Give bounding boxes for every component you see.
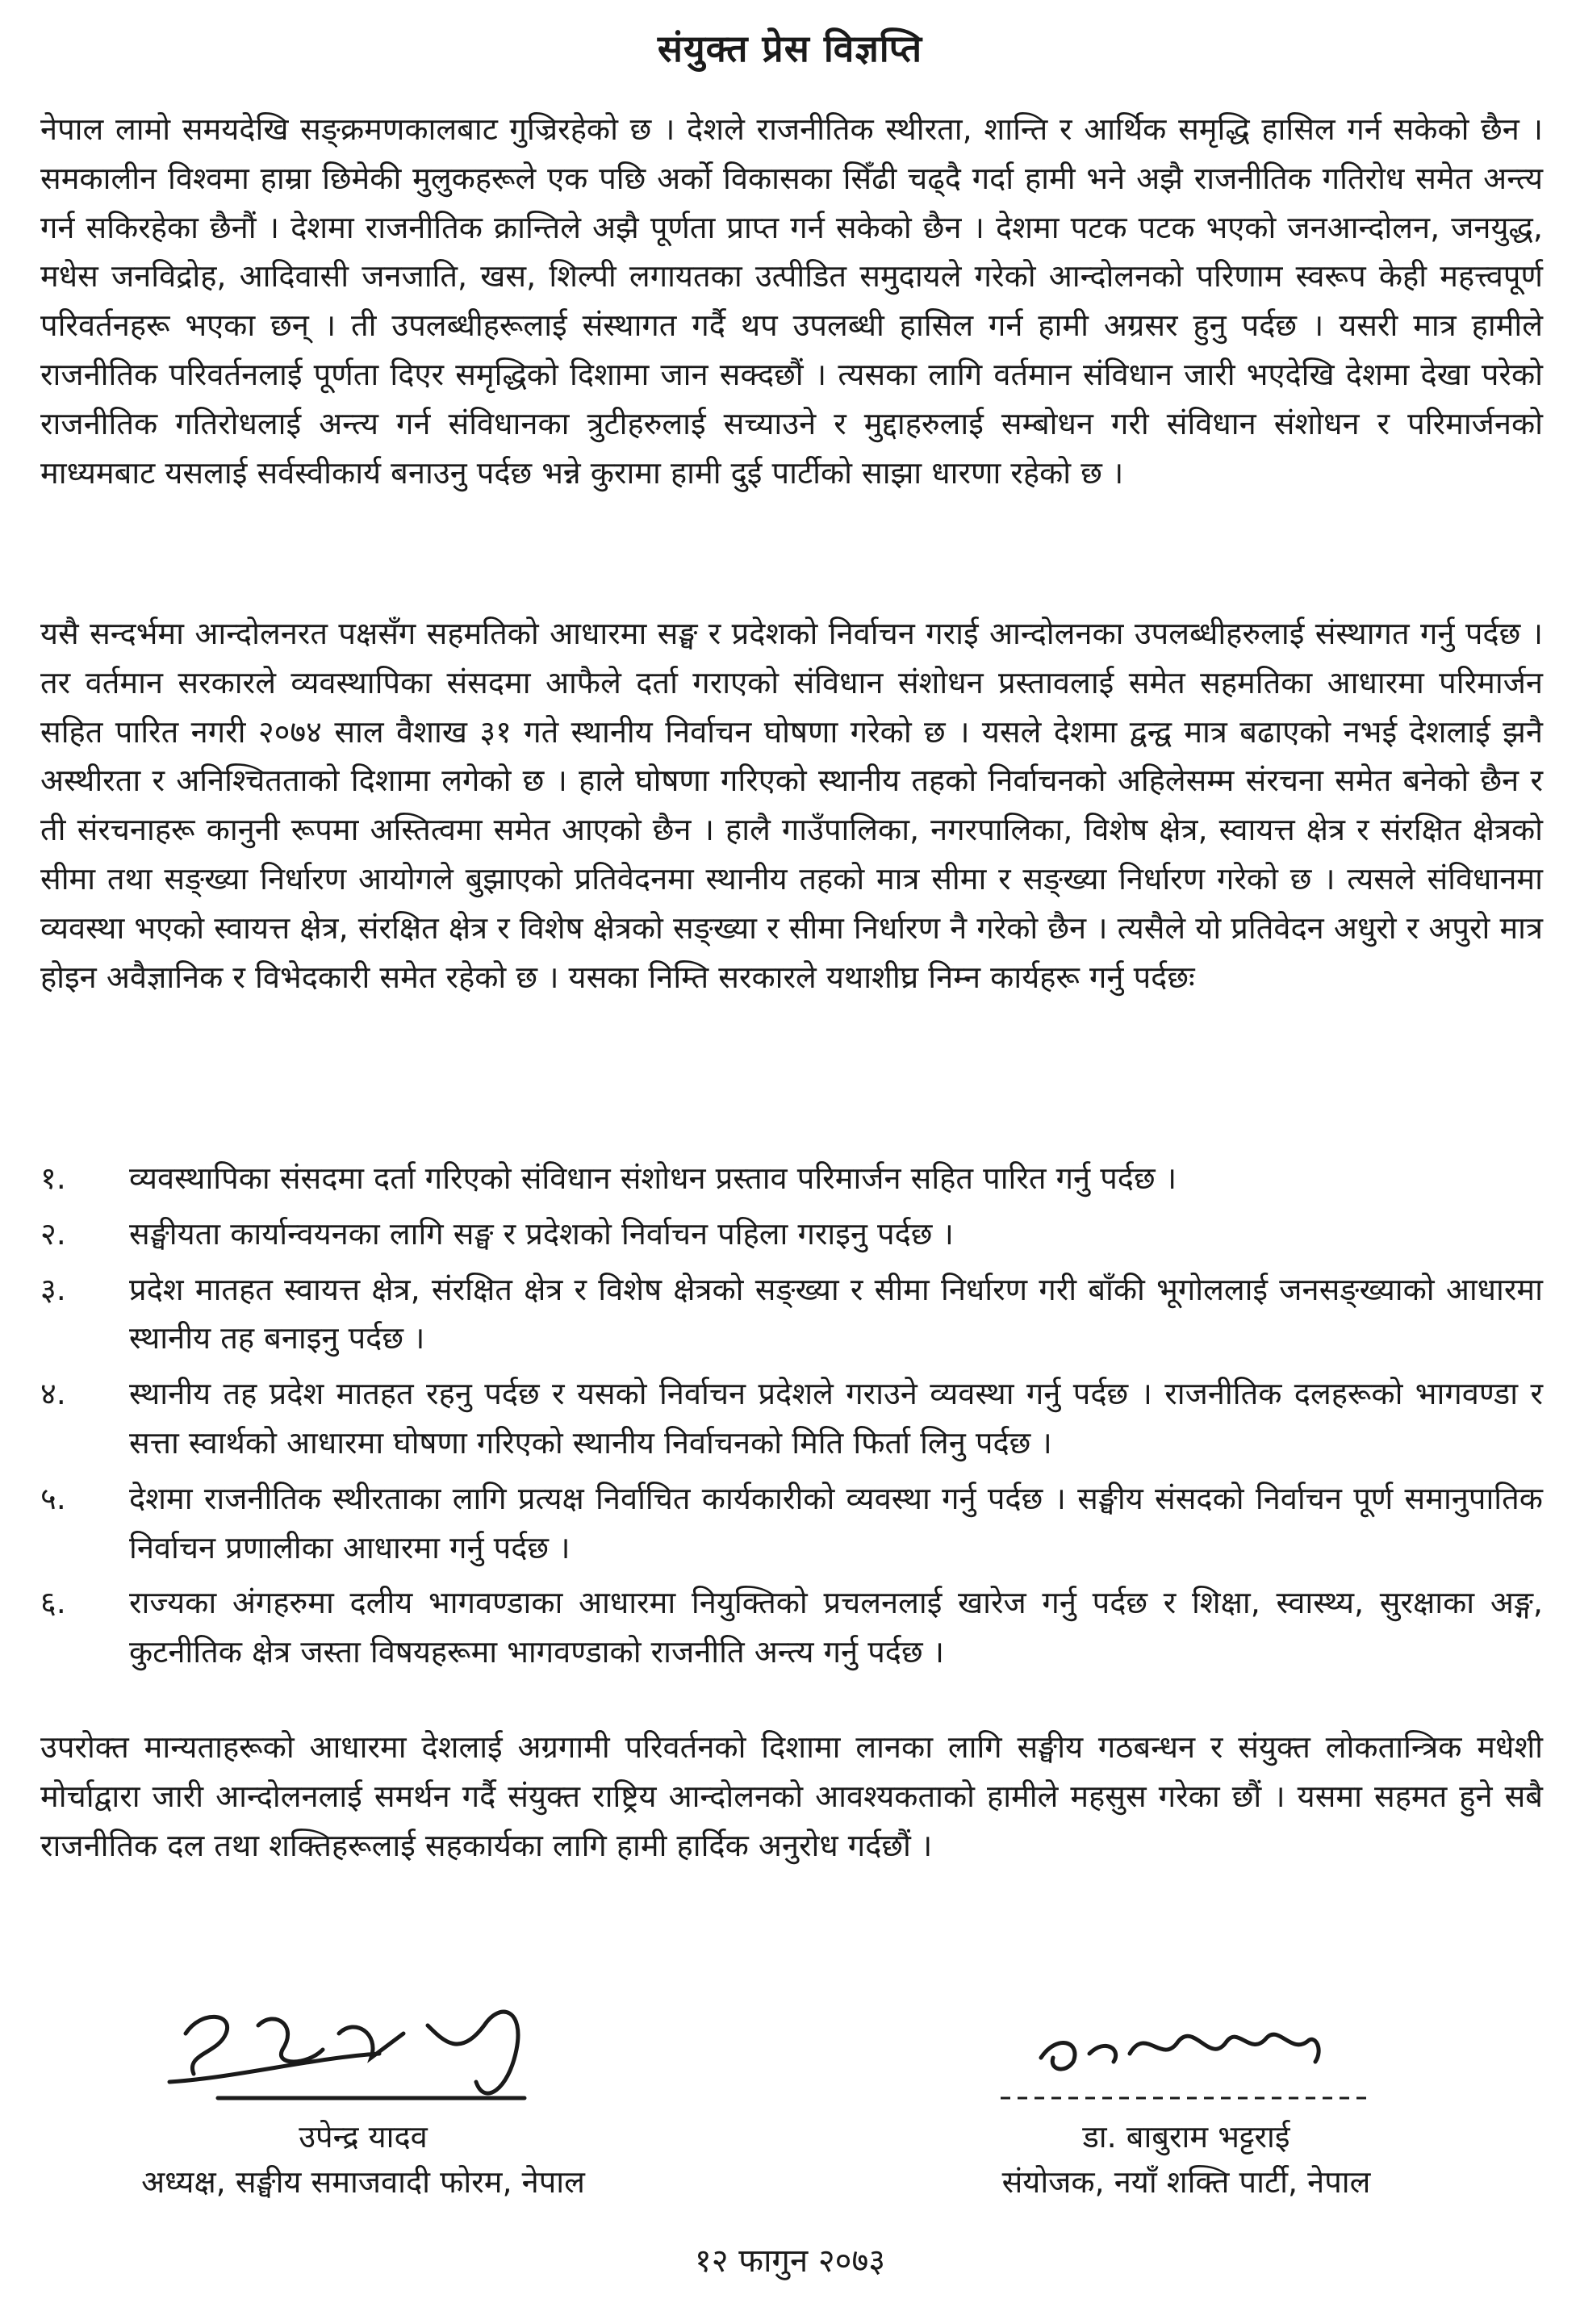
list-item xyxy=(40,1578,1543,1677)
list-item xyxy=(40,1369,1543,1468)
signatory-role: संयोजक, नयाँ शक्ति पार्टी, नेपाल xyxy=(1001,2164,1371,2200)
list-item-number: ६. xyxy=(40,1585,66,1621)
paragraph-closing: उपरोक्त मान्यताहरूको आधारमा देशलाई अग्रगामी परिवर्तनको दिशामा लानका लागि सङ्घीय गठबन्धन र संयुक्त लोकतान्त्रिक मधेशी मोर्चाद्वारा जारी आन्दोलनलाई समर्थन गर्दै संयुक्त राष्ट्रिय आन्दोलनको आवश्यकताको हामीले महसुस गरेका छौं । यसमा सहमत हुने सबै राजनीतिक दल तथा शक्तिहरूलाई सहकार्यका लागि हामी हार्दिक अनुरोध गर्दछौं । xyxy=(40,1729,1543,1863)
demands-list xyxy=(40,1154,1543,1683)
signature-block-right xyxy=(936,1977,1436,2205)
list-item-number: १. xyxy=(40,1160,66,1196)
list-item-text: स्थानीय तह प्रदेश मातहत रहनु पर्दछ र यसको निर्वाचन प्रदेशले गराउने व्यवस्था गर्नु पर्दछ । राजनीतिक दलहरूको भागवण्डा र सत्ता स्वार्थको आधारमा घोषणा गरिएको स्थानीय निर्वाचनको मिति फिर्ता लिनु पर्दछ । xyxy=(129,1376,1543,1461)
list-item-number: ३. xyxy=(40,1271,66,1307)
list-item-text: प्रदेश मातहत स्वायत्त क्षेत्र, संरक्षित क्षेत्र र विशेष क्षेत्रको सङ्ख्या र सीमा निर्धारण गरी बाँकी भूगोललाई जनसङ्ख्याको आधारमा स्थानीय तह बनाइनु पर्दछ । xyxy=(129,1271,1543,1356)
list-item-text: देशमा राजनीतिक स्थीरताका लागि प्रत्यक्ष निर्वाचित कार्यकारीको व्यवस्था गर्नु पर्दछ । सङ्घीय संसदको निर्वाचन पूर्ण समानुपातिक निर्वाचन प्रणालीका आधारमा गर्नु पर्दछ । xyxy=(129,1480,1543,1565)
signatory-name: उपेन्द्र यादव xyxy=(299,2119,428,2155)
release-date: १२ फागुन २०७३ xyxy=(694,2242,886,2280)
list-item-text: राज्यका अंगहरुमा दलीय भागवण्डाका आधारमा नियुक्तिको प्रचलनलाई खारेज गर्नु पर्दछ र शिक्षा, स्वास्थ्य, सुरक्षाका अङ्ग, कुटनीतिक क्षेत्र जस्ता विषयहरूमा भागवण्डाको राजनीति अन्त्य गर्नु पर्दछ । xyxy=(129,1585,1543,1670)
list-item xyxy=(40,1210,1543,1259)
signatory-role: अध्यक्ष, सङ्घीय समाजवादी फोरम, नेपाल xyxy=(141,2164,585,2200)
list-item-number: ५. xyxy=(40,1480,66,1516)
list-item-text: सङ्घीयता कार्यान्वयनका लागि सङ्घ र प्रदेशको निर्वाचन पहिला गराइनु पर्दछ । xyxy=(129,1215,954,1252)
list-item xyxy=(40,1265,1543,1364)
paragraph-intro: नेपाल लामो समयदेखि सङ्क्रमणकालबाट गुज्रिरहेको छ । देशले राजनीतिक स्थीरता, शान्ति र आर्थिक समृद्धि हासिल गर्न सकेको छैन । समकालीन विश्वमा हाम्रा छिमेकी मुलुकहरूले एक पछि अर्को विकासका सिँढी चढ्दै गर्दा हामी भने अझै राजनीतिक गतिरोध समेत अन्त्य गर्न सकिरहेका छैनौं । देशमा राजनीतिक क्रान्तिले अझै पूर्णता प्राप्त गर्न सकेको छैन । देशमा पटक पटक भएको जनआन्दोलन, जनयुद्ध, मधेस जनविद्रोह, आदिवासी जनजाति, खस, शिल्पी लगायतका उत्पीडित समुदायले गरेको आन्दोलनको परिणाम स्वरूप केही महत्त्वपूर्ण परिवर्तनहरू भएका छन् । ती उपलब्धीहरूलाई संस्थागत गर्दै थप उपलब्धी हासिल गर्न हामी अग्रसर हुनु पर्दछ । यसरी मात्र हामीले राजनीतिक परिवर्तनलाई पूर्णता दिएर समृद्धिको दिशामा जान सक्दछौं । त्यसका लागि वर्तमान संविधान जारी भएदेखि देशमा देखा परेको राजनीतिक गतिरोधलाई अन्त्य गर्न संविधानका त्रुटीहरुलाई सच्याउने र मुद्दाहरुलाई सम्बोधन गरी संविधान संशोधन र परिमार्जनको माध्यमबाट यसलाई सर्वस्वीकार्य बनाउनु पर्दछ भन्ने कुरामा हामी दुई पार्टीको साझा धारणा रहेको छ । xyxy=(40,111,1543,491)
handwritten-signature xyxy=(984,1977,1388,2114)
list-item-number: २. xyxy=(40,1215,66,1252)
list-item xyxy=(40,1474,1543,1573)
paragraph-context: यसै सन्दर्भमा आन्दोलनरत पक्षसँग सहमतिको आधारमा सङ्घ र प्रदेशको निर्वाचन गराई आन्दोलनका उपलब्धीहरुलाई संस्थागत गर्नु पर्दछ । तर वर्तमान सरकारले व्यवस्थापिका संसदमा आफैले दर्ता गराएको संविधान संशोधन प्रस्तावलाई समेत सहमतिका आधारमा परिमार्जन सहित पारित नगरी २०७४ साल वैशाख ३१ गते स्थानीय निर्वाचन घोषणा गरेको छ । यसले देशमा द्वन्द्व मात्र बढाएको नभई देशलाई झनै अस्थीरता र अनिश्चितताको दिशामा लगेको छ । हाले घोषणा गरिएको स्थानीय तहको निर्वाचनको अहिलेसम्म संरचना समेत बनेको छैन र ती संरचनाहरू कानुनी रूपमा अस्तित्वमा समेत आएको छैन । हालै गाउँपालिका, नगरपालिका, विशेष क्षेत्र, स्वायत्त क्षेत्र र संरक्षित क्षेत्रको सीमा तथा सङ्ख्या निर्धारण आयोगले बुझाएको प्रतिवेदनमा स्थानीय तहको मात्र सीमा र सङ्ख्या निर्धारण गरेको छ । त्यसले संविधानमा व्यवस्था भएको स्वायत्त क्षेत्र, संरक्षित क्षेत्र र विशेष क्षेत्रको सङ्ख्या र सीमा निर्धारण नै गरेको छैन । त्यसैले यो प्रतिवेदन अधुरो र अपुरो मात्र होइन अवैज्ञानिक र विभेदकारी समेत रहेको छ । यसका निम्ति सरकारले यथाशीघ्र निम्न कार्यहरू गर्नु पर्दछः xyxy=(40,616,1543,995)
document-title: संयुक्त प्रेस विज्ञप्ति xyxy=(657,27,923,70)
signature-block-left xyxy=(73,1977,654,2205)
list-item xyxy=(40,1154,1543,1203)
list-item-text: व्यवस्थापिका संसदमा दर्ता गरिएको संविधान संशोधन प्रस्ताव परिमार्जन सहित पारित गर्नु पर्दछ । xyxy=(129,1160,1177,1196)
signatory-name: डा. बाबुराम भट्टराई xyxy=(1082,2119,1290,2155)
list-item-number: ४. xyxy=(40,1376,66,1412)
handwritten-signature xyxy=(137,1977,589,2114)
